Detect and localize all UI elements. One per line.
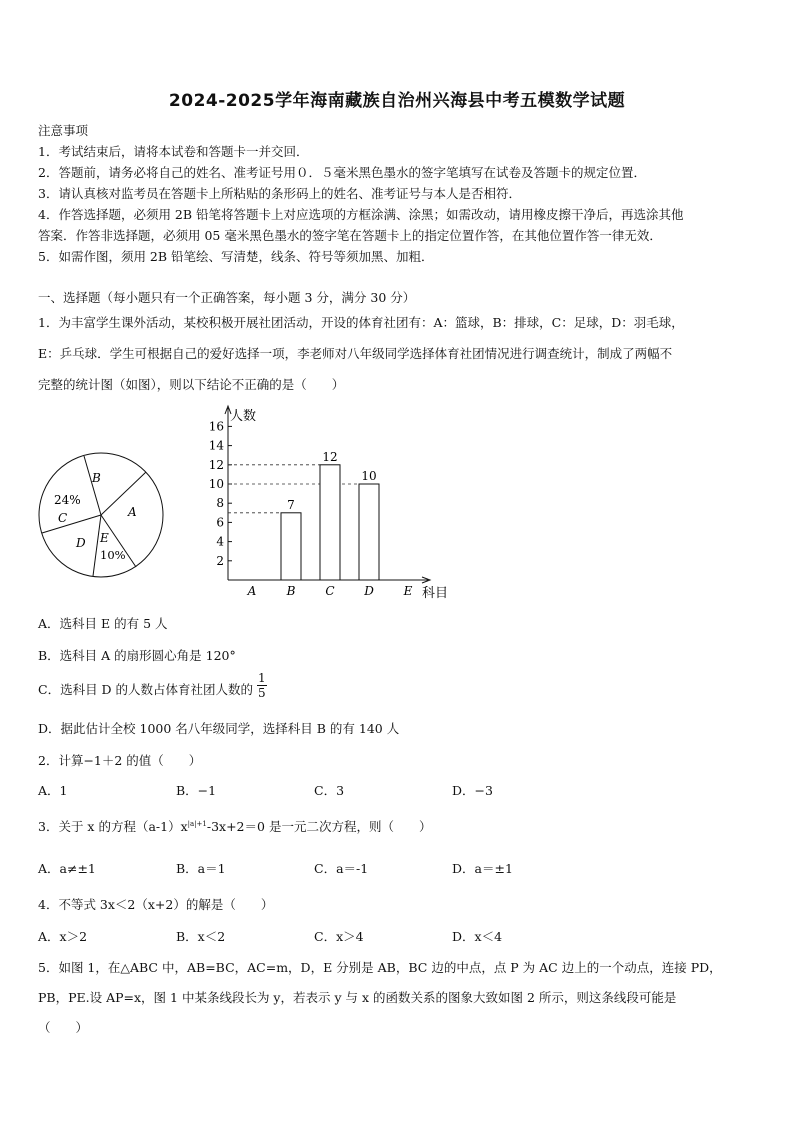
x-tick-label: D <box>364 584 374 598</box>
y-tick-label: 14 <box>208 438 224 453</box>
y-tick-label: 4 <box>216 534 224 549</box>
bar <box>281 513 301 580</box>
question-1-line: 完整的统计图（如图），则以下结论不正确的是（ ） <box>38 377 345 392</box>
x-tick-label: C <box>325 584 335 598</box>
notice-heading: 注意事项 <box>38 123 89 138</box>
x-tick-label: A <box>247 584 257 598</box>
fraction-numerator: 1 <box>258 671 266 685</box>
section-heading: 一、选择题（每小题只有一个正确答案，每小题 3 分，满分 30 分） <box>38 290 416 305</box>
notice-item: 4．作答选择题，必须用 2B 铅笔将答题卡上对应选项的方框涂满、涂黑；如需改动，请用橡皮擦干净后，再选涂其他 <box>38 207 684 222</box>
x-axis-label: 科目 <box>422 586 449 600</box>
q4-option-c: C．x＞4 <box>314 929 364 944</box>
question-1-line: 1．为丰富学生课外活动，某校积极开展社团活动，开设的体育社团有：A：篮球，B：排球，C：足球，D：羽毛球， <box>38 315 684 330</box>
bar <box>359 484 379 580</box>
q1-option-d: D．据此估计全校 1000 名八年级同学，选择科目 B 的有 140 人 <box>38 721 400 736</box>
q1-option-c <box>38 671 267 700</box>
question-5-line: （ ） <box>38 1020 89 1035</box>
bar-value-label: 12 <box>322 449 338 464</box>
q2-option-a: A．1 <box>38 783 68 798</box>
y-tick-label: 12 <box>208 457 224 472</box>
bar <box>320 465 340 580</box>
q3-stem-a: 3．关于 x 的方程（a-1）x <box>38 819 188 834</box>
q3-option-c: C．a＝-1 <box>314 861 369 876</box>
q4-option-b: B．x＜2 <box>176 929 226 944</box>
page-title: 2024-2025学年海南藏族自治州兴海县中考五模数学试题 <box>168 91 626 111</box>
pie-divider <box>42 515 101 533</box>
q4-option-d: D．x＜4 <box>452 929 503 944</box>
question-5-line: 5．如图 1，在△ABC 中，AB=BC，AC=m，D，E 分别是 AB，BC 边的中点，点 P 为 AC 边上的一个动点，连接 PD， <box>38 960 722 975</box>
pie-label-a: A <box>128 505 137 519</box>
pie-divider <box>101 472 146 515</box>
question-1-line: E：乒乓球．学生可根据自己的爱好选择一项，李老师对八年级同学选择体育社团情况进行调查统计，制成了两幅不 <box>38 346 673 361</box>
y-tick-label: 2 <box>216 553 224 568</box>
q1-option-a: A．选科目 E 的有 5 人 <box>38 616 168 631</box>
q2-option-d: D．−3 <box>452 783 493 798</box>
question-3-stem <box>38 817 431 835</box>
notice-item: 2．答题前，请务必将自己的姓名、准考证号用０．５毫米黑色墨水的签字笔填写在试卷及答题卡的规定位置． <box>38 165 646 180</box>
q1-option-b: B．选科目 A 的扇形圆心角是 120° <box>38 648 236 663</box>
pie-divider <box>84 456 101 515</box>
q3-option-d: D．a＝±1 <box>452 861 513 876</box>
bar-value-label: 7 <box>287 497 295 512</box>
notice-item: 答案．作答非选择题，必须用 05 毫米黑色墨水的签字笔在答题卡上的指定位置作答，在其他位置作答一律无效． <box>38 228 662 243</box>
q2-option-b: B．−1 <box>176 783 217 798</box>
question-4-stem: 4．不等式 3x＜2（x+2）的解是（ ） <box>38 897 274 912</box>
pie-label-e-percent: 10% <box>100 548 126 562</box>
q3-stem-b: -3x+2＝0 是一元二次方程，则（ ） <box>206 819 432 834</box>
y-axis-label: 人数 <box>230 409 257 424</box>
pie-divider <box>93 515 101 576</box>
q1-option-c-text: C．选科目 D 的人数占体育社团人数的 <box>38 682 254 697</box>
pie-label-e: E <box>100 531 109 545</box>
fraction <box>257 671 267 700</box>
notice-item: 5．如需作图，须用 2B 铅笔绘、写清楚，线条、符号等须加黑、加粗． <box>38 249 434 264</box>
q3-exponent: |a|+1 <box>187 819 207 828</box>
x-tick-label: B <box>286 584 296 598</box>
notice-item: 3．请认真核对监考员在答题卡上所粘贴的条形码上的姓名、准考证号与本人是否相符． <box>38 186 521 201</box>
question-2-stem: 2．计算−1＋2 的值（ ） <box>38 753 202 768</box>
pie-chart <box>36 450 166 580</box>
q4-option-a: A．x＞2 <box>38 929 88 944</box>
y-tick-label: 16 <box>208 419 224 434</box>
y-tick-label: 6 <box>216 515 224 530</box>
fraction-denominator: 5 <box>258 686 266 700</box>
pie-label-c-percent: 24% <box>54 493 81 507</box>
question-5-line: PB，PE.设 AP=x，图 1 中某条线段长为 y，若表示 y 与 x 的函数关系的图象大致如图 2 所示，则这条线段可能是 <box>38 990 677 1005</box>
notice-item: 1．考试结束后，请将本试卷和答题卡一并交回． <box>38 144 309 159</box>
q3-option-b: B．a＝1 <box>176 861 226 876</box>
x-tick-label: E <box>403 584 413 598</box>
pie-label-c: C <box>58 511 68 525</box>
y-tick-label: 8 <box>216 496 224 511</box>
q2-option-c: C．3 <box>314 783 345 798</box>
q3-option-a: A．a≠±1 <box>38 861 96 876</box>
pie-label-d: D <box>76 536 86 550</box>
bar-chart <box>196 400 456 600</box>
bar-value-label: 10 <box>361 469 377 483</box>
y-tick-label: 10 <box>208 477 224 491</box>
pie-label-b: B <box>92 471 101 485</box>
